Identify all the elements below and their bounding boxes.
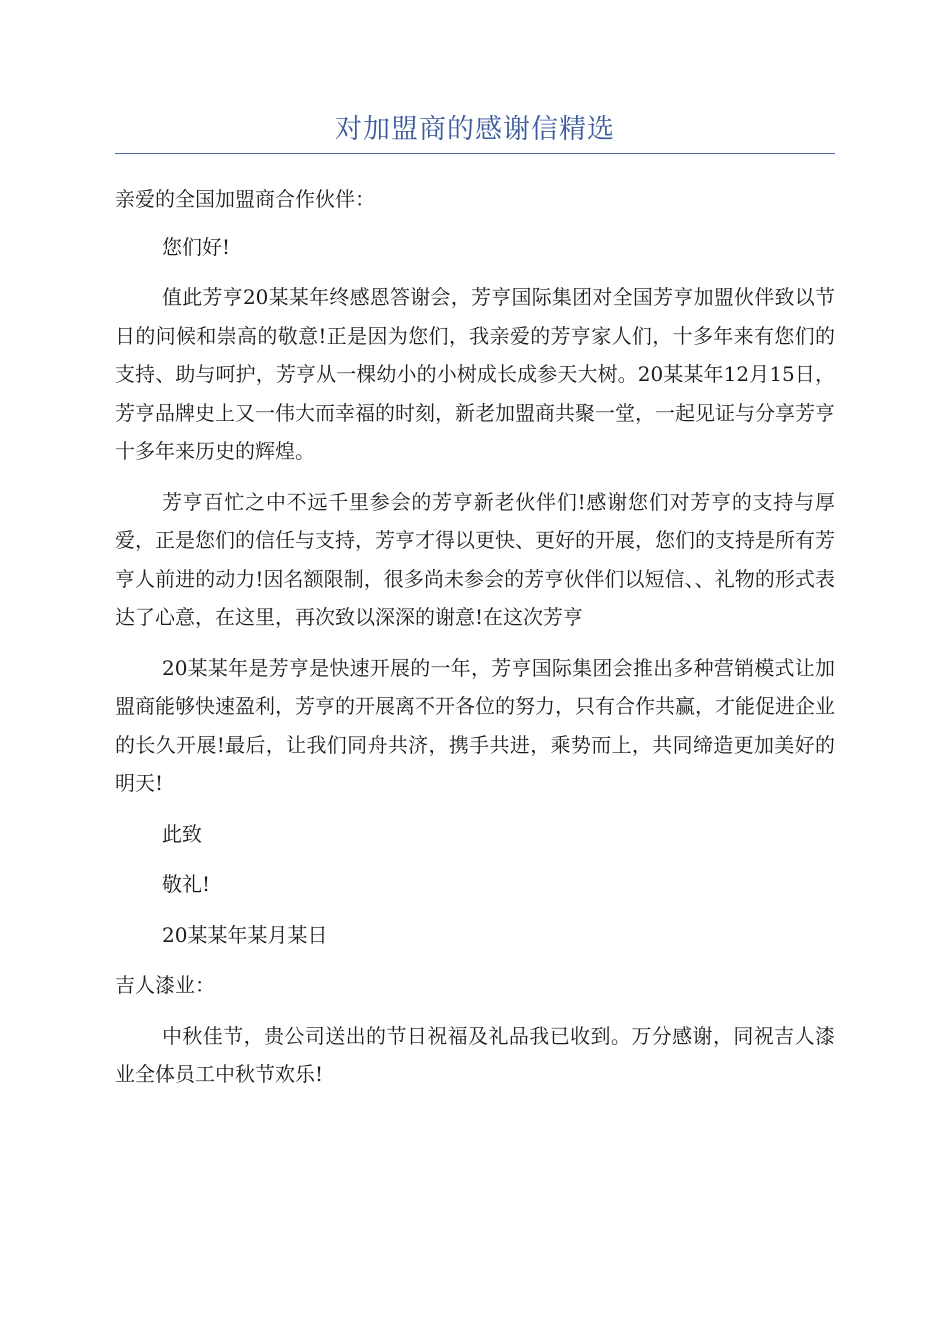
letter1-greeting: 您们好!: [162, 234, 231, 259]
letter1-paragraph-1: 值此芳亨20某某年终感恩答谢会，芳亨国际集团对全国芳亨加盟伙伴致以节日的问候和崇高的敬意!正是因为您们，我亲爱的芳亨家人们，十多年来有您们的支持、助与呵护，芳亨从一棵幼小的小树成长成参天大树。20某某年12月15日，芳亨品牌史上又一伟大而幸福的时刻，新老加盟商共聚一堂，一起见证与分享芳亨十多年来历史的辉煌。: [115, 285, 835, 463]
letter1-closing-1: 此致: [162, 821, 202, 846]
letter1-paragraph-3: 20某某年是芳亨是快速开展的一年，芳亨国际集团会推出多种营销模式让加盟商能够快速盈利，芳亨的开展离不开各位的努力，只有合作共赢，才能促进企业的长久开展!最后，让我们同舟共济，携手共进，乘势而上，共同缔造更加美好的明天!: [115, 655, 835, 795]
document-page: [115, 0, 835, 1094]
letter1-paragraph-2: 芳亨百忙之中不远千里参会的芳亨新老伙伴们!感谢您们对芳亨的支持与厚爱，正是您们的信任与支持，芳亨才得以更快、更好的开展，您们的支持是所有芳亨人前进的动力!因名额限制，很多尚未参会的芳亨伙伴们以短信、、礼物的形式表达了心意，在这里，再次致以深深的谢意!在这次芳亨: [115, 489, 835, 629]
letter1-closing-2: 敬礼!: [162, 872, 211, 896]
letter2-paragraph-1: 中秋佳节，贵公司送出的节日祝福及礼品我已收到。万分感谢，同祝吉人漆业全体员工中秋节欢乐!: [115, 1023, 835, 1086]
title-underline: [115, 153, 835, 154]
letter2-salutation: 吉人漆业：: [115, 973, 215, 997]
letter1-salutation: 亲爱的全国加盟商合作伙伴：: [115, 187, 375, 211]
letter1-date: 20某某年某月某日: [162, 922, 328, 947]
document-title: 对加盟商的感谢信精选: [335, 114, 615, 145]
